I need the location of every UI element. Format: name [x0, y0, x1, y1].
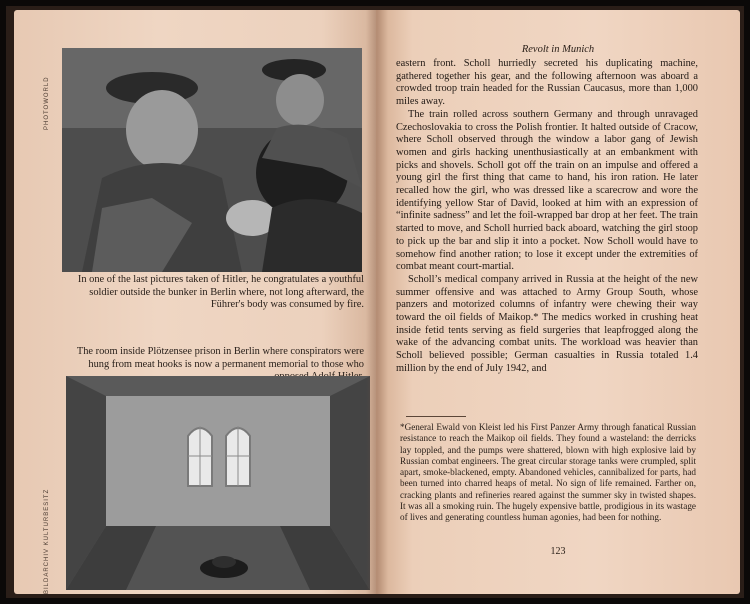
footnote-divider — [406, 416, 466, 417]
right-page — [376, 10, 740, 594]
photo-caption-bottom: The room inside Plötzensee prison in Berlin where conspirators were hung from meat hooks is now a permanent memorial to those who — [76, 346, 364, 370]
running-head: Revolt in Munich — [521, 44, 595, 55]
photo-hitler-soldier-icon — [62, 48, 362, 272]
paragraph: eastern front. Scholl hurriedly secreted his duplicating machine, gathered together his gear, and the following afternoon was aboard a crowded troop train headed for the Russian Caucasus, more than 1,000 miles away. — [396, 58, 698, 108]
photo-credit-top: PHOTOWORLD — [44, 76, 50, 130]
photo-credit-bottom: BILDARCHIV KULTURBESITZ — [44, 488, 50, 594]
left-page — [14, 10, 376, 594]
photo-hitler-soldier — [62, 48, 362, 272]
paragraph: Scholl’s medical company arrived in Russia at the height of the new summer offensive and was attached to Army Group South, whose panzers and motorized columns of infantry were chewing their way toward the oil fields of Maikop.* The medics worked in crushing heat inside fetid tents serving as field surgeries that leapfrogged along the wake of the advancing combat units. The workload was heavier than Scholl believed possible; German casualties in Russia totaled 1.4 million by the end of July 1942, and — [396, 273, 698, 374]
photo-caption-top: In one of the last pictures taken of Hitler, he congratulates a youthful soldier outside the bunker in Berlin where, not long afterward, the Führer's body was consumed by fire. — [77, 274, 364, 311]
open-book — [6, 6, 744, 598]
photo-plotzensee-room — [66, 376, 370, 590]
photo-plotzensee-room-icon — [66, 376, 370, 590]
paragraph: The train rolled across southern Germany and through unravaged Czechoslovakia to cross the Polish frontier. It halted outside of Cracow, where Scholl observed through the window a labor gang of Jewish women and girls hacking unenthusiastically at an embankment with picks and shovels. Scholl got off the train on an impulse and offered a young girl the first thing that came to hand, his iron ration. He later recalled how the girl, who was dressed like a scarecrow and wore the identifying yellow Star of David, looked at him with an expression of “infinite sadness” and let the foil-wrapped bar drop at her feet. The train started to move, and Scholl hurried back aboard, watching the girl stoop to pick up the bar and slip it into a pocket. Now Scholl would have to somehow find another ration; to lose it except under the extremities of combat meant court-martial. — [396, 108, 698, 273]
body-text — [396, 58, 698, 376]
footnote: *General Ewald von Kleist led his First Panzer Army through fanatical Russian resistance to reach the Maikop oil fields. They found a wasteland: the derricks lay toppled, and the pumps were shattered, blown with high explosive laid by Russian combat engineers. The great circular storage tanks were crumpled, split apart, smoke-blackened, empty. Abandoned vehicles, cannibalized for parts, had been turned into charred heaps of metal. No sign of life remained. Farther on, cracking plants and refineries reared against the summer sky in twisted shapes. It was all a smoking ruin. The hugely expensive battle, prodigious in its wastage of lives and generating countless human agonies, had been for nothing. — [400, 422, 696, 523]
page-number: 123 — [550, 546, 566, 557]
